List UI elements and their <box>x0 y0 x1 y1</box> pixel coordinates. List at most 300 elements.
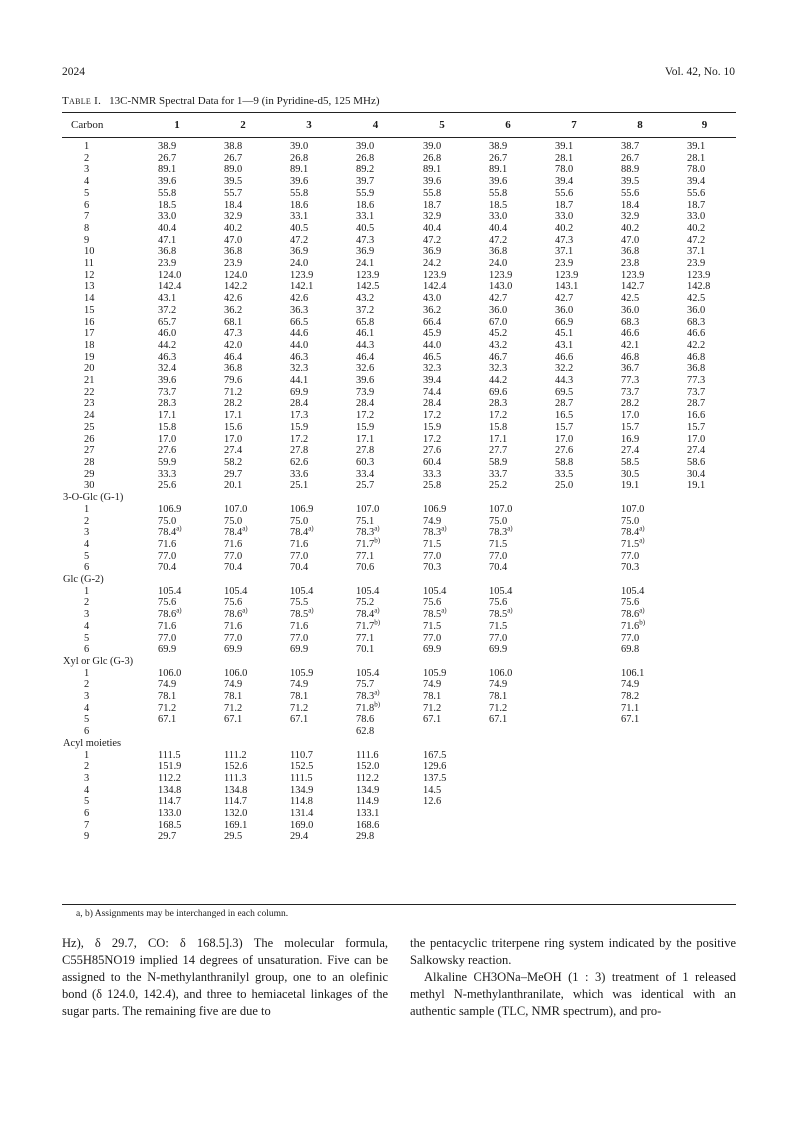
shift-value-cell: 78.2 <box>621 691 640 703</box>
shift-value-cell: 32.2 <box>555 363 574 375</box>
shift-value-cell: 27.6 <box>423 445 442 457</box>
shift-value-cell: 55.8 <box>423 187 442 199</box>
shift-value-cell: 55.9 <box>356 187 375 199</box>
shift-value-cell: 18.6 <box>356 199 375 211</box>
shift-value-cell <box>541 539 607 551</box>
shift-value-cell: 107.0 <box>489 503 513 515</box>
shift-value-cell: 17.0 <box>158 433 177 445</box>
shift-value-cell: 17.1 <box>489 433 508 445</box>
shift-value-cell: 55.6 <box>555 187 574 199</box>
shift-value-cell: 27.6 <box>158 445 177 457</box>
shift-value-cell: 37.2 <box>356 304 375 316</box>
carbon-number-cell: 22 <box>84 386 95 398</box>
column-header-compound: 8 <box>637 119 643 131</box>
shift-value-cell: 167.5 <box>423 749 447 761</box>
shift-value-cell: 20.1 <box>224 480 243 492</box>
shift-value-cell: 32.9 <box>224 211 243 223</box>
shift-value-cell <box>541 597 607 609</box>
carbon-number-cell: 3 <box>84 691 90 703</box>
shift-value-cell: 15.8 <box>158 421 177 433</box>
shift-value-cell: 74.9 <box>290 679 309 691</box>
table-row <box>62 516 736 528</box>
shift-value-cell: 39.4 <box>423 375 442 387</box>
shift-value-cell: 17.2 <box>489 410 508 422</box>
shift-value-cell: 74.9 <box>489 679 508 691</box>
shift-value-cell <box>673 679 736 691</box>
shift-value-cell: 78.3$^{a)}$ <box>356 688 380 703</box>
shift-value-cell: 89.2 <box>356 164 375 176</box>
column-header-carbon: Carbon <box>71 119 104 131</box>
carbon-number-cell: 6 <box>84 726 90 738</box>
carbon-number-cell: 5 <box>84 632 90 644</box>
carbon-number-cell: 4 <box>84 784 90 796</box>
shift-value-cell: 25.2 <box>489 480 508 492</box>
shift-value-cell <box>541 820 607 832</box>
shift-value-cell <box>541 609 607 621</box>
carbon-number-cell: 3 <box>84 527 90 539</box>
shift-value-cell: 15.7 <box>555 421 574 433</box>
shift-value-cell: 36.0 <box>621 304 640 316</box>
shift-value-cell: 134.9 <box>290 784 314 796</box>
carbon-number-cell: 9 <box>84 831 90 843</box>
table-row <box>62 714 736 726</box>
shift-value-cell: 30.5 <box>621 468 640 480</box>
shift-value-cell: 40.5 <box>290 222 309 234</box>
shift-value-cell <box>673 703 736 715</box>
table-row <box>62 340 736 352</box>
shift-value-cell: 69.9 <box>423 644 442 656</box>
shift-value-cell: 27.6 <box>555 445 574 457</box>
shift-value-cell: 78.6$^{a)}$ <box>224 606 248 621</box>
shift-value-cell: 71.6 <box>290 620 309 632</box>
shift-value-cell: 152.6 <box>224 761 248 773</box>
shift-value-cell: 131.4 <box>290 808 314 820</box>
carbon-number-cell: 1 <box>84 585 90 597</box>
shift-value-cell: 17.2 <box>423 433 442 445</box>
shift-value-cell: 77.0 <box>224 550 243 562</box>
shift-value-cell: 75.6 <box>423 597 442 609</box>
shift-value-cell: 70.3 <box>621 562 640 574</box>
table-row <box>62 352 736 364</box>
shift-value-cell: 66.4 <box>423 316 442 328</box>
carbon-number-cell: 2 <box>84 515 90 527</box>
shift-value-cell: 75.1 <box>356 515 375 527</box>
shift-value-cell: 36.9 <box>423 246 442 258</box>
shift-value-cell: 78.4$^{a)}$ <box>356 606 380 621</box>
shift-value-cell: 38.9 <box>489 141 508 152</box>
shift-value-cell: 134.9 <box>356 784 380 796</box>
carbon-number-cell: 13 <box>84 281 95 293</box>
shift-value-cell: 47.2 <box>687 234 706 246</box>
shift-value-cell: 105.4 <box>621 585 645 597</box>
shift-value-cell: 40.4 <box>489 222 508 234</box>
shift-value-cell: 32.3 <box>423 363 442 375</box>
column-header-compound: 9 <box>701 119 708 131</box>
shift-value-cell: 123.9 <box>621 269 645 281</box>
shift-value-cell: 74.9 <box>423 679 442 691</box>
column-header-compound: 6 <box>505 119 511 131</box>
shift-value-cell <box>673 539 736 551</box>
shift-value-cell: 71.7$^{b)}$ <box>356 536 381 550</box>
shift-value-cell: 26.7 <box>158 152 177 164</box>
table-row <box>62 434 736 446</box>
shift-value-cell: 73.7 <box>158 386 177 398</box>
table-row <box>62 551 736 563</box>
shift-value-cell: 24.0 <box>290 258 309 270</box>
shift-value-cell: 33.3 <box>423 468 442 480</box>
table-row <box>62 410 736 422</box>
shift-value-cell: 58.2 <box>224 456 243 468</box>
shift-value-cell: 168.5 <box>158 819 182 831</box>
shift-value-cell: 70.4 <box>290 562 309 574</box>
carbon-number-cell: 6 <box>84 562 90 574</box>
shift-value-cell: 78.4$^{a)}$ <box>224 524 248 539</box>
shift-value-cell: 78.6$^{a)}$ <box>158 606 182 621</box>
shift-value-cell <box>409 820 475 832</box>
shift-value-cell: 60.4 <box>423 456 442 468</box>
shift-value-cell: 124.0 <box>224 269 248 281</box>
shift-value-cell: 77.1 <box>356 550 375 562</box>
shift-value-cell: 71.5$^{a)}$ <box>621 536 645 550</box>
shift-value-cell: 78.6 <box>356 714 375 726</box>
shift-value-cell: 129.6 <box>423 761 447 773</box>
shift-value-cell: 32.3 <box>489 363 508 375</box>
shift-value-cell: 39.5 <box>621 176 640 188</box>
shift-value-cell: 67.0 <box>489 316 508 328</box>
table-row <box>62 539 736 551</box>
shift-value-cell <box>673 597 736 609</box>
shift-value-cell: 88.9 <box>621 164 640 176</box>
shift-value-cell: 142.8 <box>687 281 711 293</box>
shift-value-cell: 62.8 <box>356 726 375 738</box>
shift-value-cell: 111.6 <box>356 749 379 761</box>
shift-value-cell: 67.1 <box>621 714 640 726</box>
page-number: 2024 <box>62 66 85 78</box>
table-header-row <box>62 114 736 136</box>
shift-value-cell: 17.2 <box>356 410 375 422</box>
shift-value-cell <box>541 679 607 691</box>
shift-value-cell: 15.6 <box>224 421 243 433</box>
shift-value-cell <box>541 773 607 785</box>
shift-value-cell: 105.4 <box>356 585 380 597</box>
shift-value-cell: 74.9 <box>224 679 243 691</box>
shift-value-cell <box>210 726 276 738</box>
shift-value-cell: 39.6 <box>423 176 442 188</box>
table-row <box>62 796 736 808</box>
shift-value-cell: 89.1 <box>489 164 508 176</box>
shift-value-cell: 46.6 <box>621 328 640 340</box>
shift-value-cell: 111.2 <box>224 749 247 761</box>
shift-value-cell: 69.9 <box>290 644 309 656</box>
table-row <box>62 363 736 375</box>
shift-value-cell: 111.5 <box>290 772 313 784</box>
shift-value-cell: 46.8 <box>687 351 706 363</box>
carbon-number-cell: 6 <box>84 644 90 656</box>
shift-value-cell: 33.0 <box>489 211 508 223</box>
shift-value-cell: 36.0 <box>555 304 574 316</box>
shift-value-cell <box>673 609 736 621</box>
shift-value-cell: 47.0 <box>224 234 243 246</box>
shift-value-cell: 29.4 <box>290 831 309 843</box>
shift-value-cell: 133.0 <box>158 808 182 820</box>
shift-value-cell: 17.3 <box>290 410 309 422</box>
shift-value-cell <box>673 621 736 633</box>
shift-value-cell: 42.1 <box>621 339 640 351</box>
shift-value-cell: 77.3 <box>687 375 706 387</box>
shift-value-cell: 67.1 <box>423 714 442 726</box>
carbon-number-cell: 5 <box>84 796 90 808</box>
carbon-number-cell: 2 <box>84 597 90 609</box>
carbon-number-cell: 3 <box>84 609 90 621</box>
shift-value-cell: 77.0 <box>423 632 442 644</box>
shift-value-cell: 39.4 <box>687 176 706 188</box>
section-title: Xyl or Glc (G-3) <box>63 655 134 667</box>
shift-value-cell: 12.6 <box>423 796 442 808</box>
shift-value-cell: 77.0 <box>423 550 442 562</box>
table-row <box>62 726 736 738</box>
shift-value-cell: 47.3 <box>224 328 243 340</box>
table-row <box>62 586 736 598</box>
shift-value-cell: 78.0 <box>687 164 706 176</box>
shift-value-cell: 18.5 <box>158 199 177 211</box>
shift-value-cell: 169.1 <box>224 819 248 831</box>
shift-value-cell: 123.9 <box>423 269 447 281</box>
shift-value-cell: 18.6 <box>290 199 309 211</box>
shift-value-cell: 28.7 <box>555 398 574 410</box>
shift-value-cell: 69.6 <box>489 386 508 398</box>
carbon-number-cell: 5 <box>84 550 90 562</box>
shift-value-cell: 134.8 <box>224 784 248 796</box>
shift-value-cell: 33.0 <box>158 211 177 223</box>
shift-value-cell: 36.2 <box>423 304 442 316</box>
shift-value-cell: 28.4 <box>356 398 375 410</box>
shift-value-cell: 71.6 <box>158 620 177 632</box>
shift-value-cell <box>409 726 475 738</box>
carbon-number-cell: 9 <box>84 234 90 246</box>
shift-value-cell: 74.9 <box>621 679 640 691</box>
shift-value-cell <box>541 644 607 656</box>
carbon-number-cell: 6 <box>84 808 90 820</box>
shift-value-cell: 105.4 <box>423 585 447 597</box>
table-row <box>62 375 736 387</box>
shift-value-cell <box>276 726 342 738</box>
shift-value-cell: 44.6 <box>290 328 309 340</box>
shift-value-cell <box>673 726 736 738</box>
shift-value-cell <box>144 726 210 738</box>
shift-value-cell: 78.0 <box>555 164 574 176</box>
shift-value-cell: 42.5 <box>687 293 706 305</box>
shift-value-cell: 46.8 <box>621 351 640 363</box>
shift-value-cell <box>673 773 736 785</box>
shift-value-cell: 74.9 <box>423 515 442 527</box>
carbon-number-cell: 1 <box>84 503 90 515</box>
carbon-number-cell: 1 <box>84 749 90 761</box>
shift-value-cell: 55.7 <box>224 187 243 199</box>
shift-value-cell: 17.0 <box>621 410 640 422</box>
table-row <box>62 200 736 212</box>
shift-value-cell: 16.6 <box>687 410 706 422</box>
shift-value-cell: 105.4 <box>224 585 248 597</box>
shift-value-cell: 33.1 <box>290 211 309 223</box>
shift-value-cell: 107.0 <box>224 503 248 515</box>
shift-value-cell: 38.8 <box>224 141 243 152</box>
carbon-number-cell: 12 <box>84 269 95 281</box>
shift-value-cell: 44.0 <box>423 339 442 351</box>
shift-value-cell: 17.0 <box>224 433 243 445</box>
table-title: 13C-NMR Spectral Data for 1—9 (in Pyridine-d5, 125 MHz) <box>109 95 380 107</box>
shift-value-cell <box>607 761 673 773</box>
shift-value-cell: 42.6 <box>224 293 243 305</box>
section-header-row <box>62 492 736 504</box>
shift-value-cell: 77.0 <box>489 632 508 644</box>
shift-value-cell: 17.1 <box>224 410 243 422</box>
shift-value-cell: 78.5$^{a)}$ <box>423 606 447 621</box>
shift-value-cell: 71.2 <box>423 702 442 714</box>
shift-value-cell: 75.0 <box>489 515 508 527</box>
carbon-number-cell: 23 <box>84 398 95 410</box>
shift-value-cell: 73.7 <box>687 386 706 398</box>
shift-value-cell: 65.8 <box>356 316 375 328</box>
table-row <box>62 527 736 539</box>
shift-value-cell: 107.0 <box>356 503 380 515</box>
shift-value-cell: 123.9 <box>356 269 380 281</box>
table-row <box>62 293 736 305</box>
shift-value-cell: 15.7 <box>687 421 706 433</box>
shift-value-cell <box>475 831 541 843</box>
shift-value-cell: 74.4 <box>423 386 442 398</box>
body-right-column <box>410 935 736 1020</box>
shift-value-cell: 68.3 <box>687 316 706 328</box>
carbon-number-cell: 5 <box>84 187 90 199</box>
table-caption <box>62 95 380 107</box>
carbon-number-cell: 27 <box>84 445 95 457</box>
shift-value-cell: 70.4 <box>224 562 243 574</box>
section-title: 3-O-Glc (G-1) <box>63 492 124 504</box>
shift-value-cell: 47.3 <box>356 234 375 246</box>
shift-value-cell: 89.0 <box>224 164 243 176</box>
shift-value-cell: 40.2 <box>687 222 706 234</box>
shift-value-cell: 89.1 <box>423 164 442 176</box>
shift-value-cell: 15.9 <box>423 421 442 433</box>
table-row <box>62 398 736 410</box>
table-row <box>62 270 736 282</box>
shift-value-cell: 25.6 <box>158 480 177 492</box>
shift-value-cell: 46.3 <box>158 351 177 363</box>
right-paragraph-1: the pentacyclic triterpene ring system indicated by the positive Salkowsky reaction. <box>410 936 736 967</box>
shift-value-cell: 32.6 <box>356 363 375 375</box>
shift-value-cell: 15.9 <box>290 421 309 433</box>
shift-value-cell: 77.0 <box>158 550 177 562</box>
shift-value-cell: 71.8$^{b)}$ <box>356 700 381 714</box>
table-row <box>62 761 736 773</box>
shift-value-cell: 123.9 <box>489 269 513 281</box>
carbon-number-cell: 4 <box>84 176 90 188</box>
shift-value-cell: 71.2 <box>158 702 177 714</box>
shift-value-cell: 71.5 <box>489 620 508 632</box>
section-header-row <box>62 656 736 668</box>
shift-value-cell: 89.1 <box>158 164 177 176</box>
shift-value-cell: 44.3 <box>356 339 375 351</box>
shift-value-cell: 70.1 <box>356 644 375 656</box>
shift-value-cell <box>673 527 736 539</box>
shift-value-cell: 26.7 <box>489 152 508 164</box>
shift-value-cell: 39.5 <box>224 176 243 188</box>
shift-value-cell: 69.9 <box>489 644 508 656</box>
shift-value-cell <box>475 761 541 773</box>
shift-value-cell <box>541 633 607 645</box>
shift-value-cell <box>673 562 736 574</box>
shift-value-cell <box>541 785 607 797</box>
shift-value-cell: 75.0 <box>290 515 309 527</box>
shift-value-cell: 42.5 <box>621 293 640 305</box>
shift-value-cell: 106.0 <box>224 667 248 679</box>
table-bottom-rule <box>62 904 736 905</box>
shift-value-cell: 43.2 <box>489 339 508 351</box>
shift-value-cell <box>541 562 607 574</box>
shift-value-cell: 69.9 <box>290 386 309 398</box>
table-top-rule <box>62 112 736 113</box>
shift-value-cell: 67.1 <box>489 714 508 726</box>
shift-value-cell: 47.0 <box>621 234 640 246</box>
shift-value-cell: 70.4 <box>489 562 508 574</box>
shift-value-cell: 33.7 <box>489 468 508 480</box>
shift-value-cell: 75.6 <box>224 597 243 609</box>
shift-value-cell: 39.6 <box>489 176 508 188</box>
shift-value-cell <box>541 586 607 598</box>
shift-value-cell: 168.6 <box>356 819 380 831</box>
shift-value-cell: 78.4$^{a)}$ <box>290 524 314 539</box>
table-row <box>62 164 736 176</box>
shift-value-cell <box>607 831 673 843</box>
shift-value-cell: 36.2 <box>224 304 243 316</box>
shift-value-cell: 26.7 <box>621 152 640 164</box>
shift-value-cell: 39.1 <box>555 141 574 152</box>
table-row <box>62 136 736 153</box>
shift-value-cell <box>673 644 736 656</box>
shift-value-cell: 107.0 <box>621 503 645 515</box>
shift-value-cell: 42.6 <box>290 293 309 305</box>
shift-value-cell: 43.2 <box>356 293 375 305</box>
shift-value-cell <box>673 551 736 563</box>
shift-value-cell: 71.6 <box>158 538 177 550</box>
shift-value-cell: 29.5 <box>224 831 243 843</box>
shift-value-cell: 44.1 <box>290 375 309 387</box>
shift-value-cell: 77.3 <box>621 375 640 387</box>
table-row <box>62 176 736 188</box>
shift-value-cell: 19.1 <box>621 480 640 492</box>
shift-value-cell: 40.2 <box>224 222 243 234</box>
shift-value-cell: 79.6 <box>224 375 243 387</box>
carbon-number-cell: 4 <box>84 702 90 714</box>
shift-value-cell: 39.0 <box>356 141 375 152</box>
shift-value-cell: 142.1 <box>290 281 314 293</box>
shift-value-cell: 78.5$^{a)}$ <box>489 606 513 621</box>
carbon-number-cell: 16 <box>84 316 95 328</box>
shift-value-cell: 40.4 <box>423 222 442 234</box>
shift-value-cell <box>673 831 736 843</box>
shift-value-cell: 26.8 <box>356 152 375 164</box>
shift-value-cell: 17.2 <box>290 433 309 445</box>
shift-value-cell: 75.6 <box>158 597 177 609</box>
shift-value-cell: 44.2 <box>158 339 177 351</box>
shift-value-cell: 46.4 <box>356 351 375 363</box>
shift-value-cell <box>541 714 607 726</box>
column-header-compound: 3 <box>306 119 312 131</box>
shift-value-cell <box>673 691 736 703</box>
table-row <box>62 644 736 656</box>
carbon-number-cell: 19 <box>84 351 95 363</box>
table-row <box>62 223 736 235</box>
